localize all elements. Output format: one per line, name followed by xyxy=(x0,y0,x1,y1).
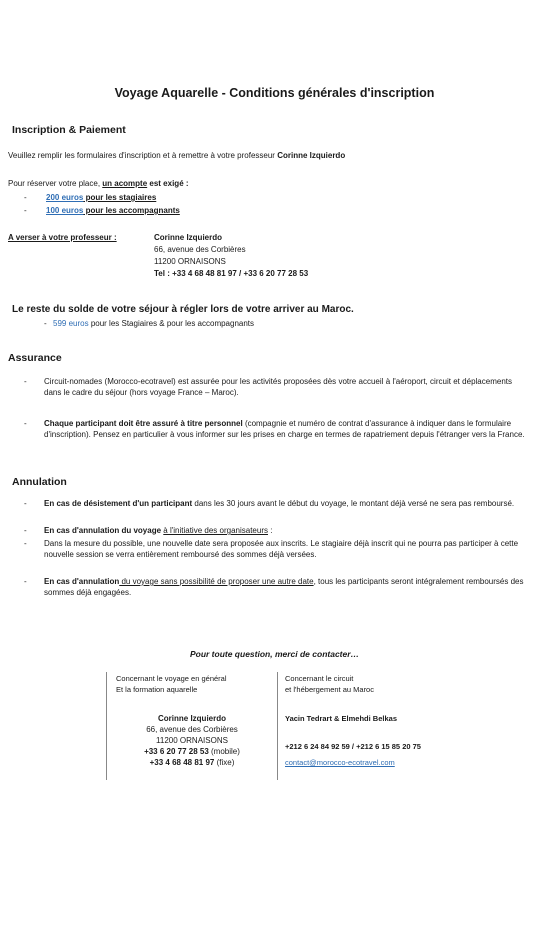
professor-phone: Tel : +33 4 68 48 81 97 / +33 6 20 77 28 53 xyxy=(154,269,309,278)
annulation-item-3: Dans la mesure du possible, une nouvelle date sera proposée aux inscrits. Le stagiaire déjà inscrit qui ne pourra pas participer à cette nouvelle session se verra entièrement remboursé des sommes déjà versées. xyxy=(44,539,519,559)
professor-name: Corinne Izquierdo xyxy=(154,233,222,242)
acompte-item-accompagnants xyxy=(46,205,180,216)
annulation-item-1 xyxy=(44,498,538,509)
page-title: Voyage Aquarelle - Conditions générales d'inscription xyxy=(114,86,435,100)
solde-amount: 599 euros xyxy=(53,319,89,328)
top-margin xyxy=(0,0,549,62)
annulation-item-1-bold: En cas de désistement d'un participant xyxy=(44,499,193,508)
bullet-marker: - xyxy=(24,193,27,202)
annulation-item-4 xyxy=(44,576,538,598)
contact-left-mobile-number: +33 6 20 77 28 53 xyxy=(144,747,209,756)
professor-address-1: 66, avenue des Corbières xyxy=(154,245,246,254)
annulation-item-2-end: : xyxy=(267,526,273,535)
contact-left-mobile xyxy=(108,746,276,757)
contact-right-name: Yacin Tedrart & Elmehdi Belkas xyxy=(285,714,397,723)
contact-left-mobile-suffix: (mobile) xyxy=(208,747,240,756)
bullet-marker: - xyxy=(24,499,27,508)
contact-middle-divider xyxy=(277,672,278,780)
inscription-intro xyxy=(8,150,543,161)
acompte-amount: 100 euros xyxy=(46,206,84,215)
bullet-marker: - xyxy=(44,319,47,328)
section-heading-annulation: Annulation xyxy=(12,476,67,488)
bullet-marker: - xyxy=(24,377,27,386)
contact-email-link[interactable]: contact@morocco-ecotravel.com xyxy=(285,758,395,767)
intro-professor-name: Corinne Izquierdo xyxy=(277,151,346,160)
contact-right-subject-1: Concernant le circuit xyxy=(285,674,354,683)
assurance-item-1: Circuit-nomades (Morocco-ecotravel) est assurée pour les activités proposées dès votre accueil à l'aéroport, circuit et déplacements dans le cadre du séjour (hors voyage France – Maroc). xyxy=(44,377,512,397)
bullet-marker: - xyxy=(24,577,27,586)
contact-left-subject-1: Concernant le voyage en général xyxy=(116,674,227,683)
bullet-marker: - xyxy=(24,419,27,428)
reserve-suffix: est exigé : xyxy=(147,179,189,188)
contact-left-address-2: 11200 ORNAISONS xyxy=(156,736,228,745)
contact-left-fixe-number: +33 4 68 48 81 97 xyxy=(149,758,215,767)
professor-address-2: 11200 ORNAISONS xyxy=(154,257,226,266)
annulation-item-2 xyxy=(44,525,538,536)
contact-left-fixe-suffix: (fixe) xyxy=(214,758,235,767)
assurance-item-2-bold: Chaque participant doit être assuré à titre personnel xyxy=(44,419,243,428)
reserve-acompte: un acompte xyxy=(102,179,148,188)
bottom-margin xyxy=(0,810,549,927)
contact-heading: Pour toute question, merci de contacter… xyxy=(189,649,360,659)
assurance-item-2 xyxy=(44,418,540,440)
reserve-prefix: Pour réserver votre place, xyxy=(8,179,103,188)
contact-left-address-1: 66, avenue des Corbières xyxy=(146,725,238,734)
assurance-item-2-text: (compagnie et numéro de contrat d'assurance à indiquer dans le formulaire d'inscription). Pensez en particulier à vous informer sur les prises en charge en termes de rapatriement depuis l'étranger vers la France. xyxy=(44,419,525,439)
contact-right-subject-2: et l'hébergement au Maroc xyxy=(285,685,374,694)
acompte-amount: 200 euros xyxy=(46,193,84,202)
section-heading-inscription: Inscription & Paiement xyxy=(12,124,126,136)
annulation-item-4-underlined: du voyage sans possibilité de proposer une autre date xyxy=(119,577,314,586)
acompte-item-stagiaires xyxy=(46,192,156,203)
bullet-marker: - xyxy=(24,206,27,215)
acompte-label: pour les accompagnants xyxy=(83,206,180,215)
solde-text: pour les Stagiaires & pour les accompagnants xyxy=(88,319,255,328)
annulation-item-2-underlined: à l'initiative des organisateurs xyxy=(163,526,268,535)
contact-left-fixe xyxy=(108,757,276,768)
annulation-item-4-bold: En cas d'annulation xyxy=(44,577,120,586)
contact-left-name: Corinne Izquierdo xyxy=(158,714,226,723)
section-heading-assurance: Assurance xyxy=(8,352,62,364)
acompte-label: pour les stagiaires xyxy=(83,193,157,202)
annulation-item-2-bold: En cas d'annulation du voyage xyxy=(44,526,162,535)
annulation-item-1-text: dans les 30 jours avant le début du voyage, le montant déjà versé ne sera pas remboursé. xyxy=(192,499,515,508)
contact-left-subject-2: Et la formation aquarelle xyxy=(116,685,198,694)
contact-right-email[interactable] xyxy=(285,757,395,768)
solde-item xyxy=(53,318,254,329)
solde-heading: Le reste du solde de votre séjour à régler lors de votre arriver au Maroc. xyxy=(12,304,354,315)
bullet-marker: - xyxy=(24,539,27,548)
verser-label: A verser à votre professeur : xyxy=(8,233,117,242)
contact-left-divider xyxy=(106,672,107,780)
document-page xyxy=(0,62,549,810)
contact-right-phone: +212 6 24 84 92 59 / +212 6 15 85 20 75 xyxy=(285,742,421,751)
intro-text: Veuillez remplir les formulaires d'inscription et à remettre à votre professeur xyxy=(8,151,278,160)
reserve-line xyxy=(8,178,543,189)
bullet-marker: - xyxy=(24,526,27,535)
annulation-item-4-text: , tous les participants seront intégralement remboursés des sommes déjà engagées. xyxy=(44,577,524,597)
